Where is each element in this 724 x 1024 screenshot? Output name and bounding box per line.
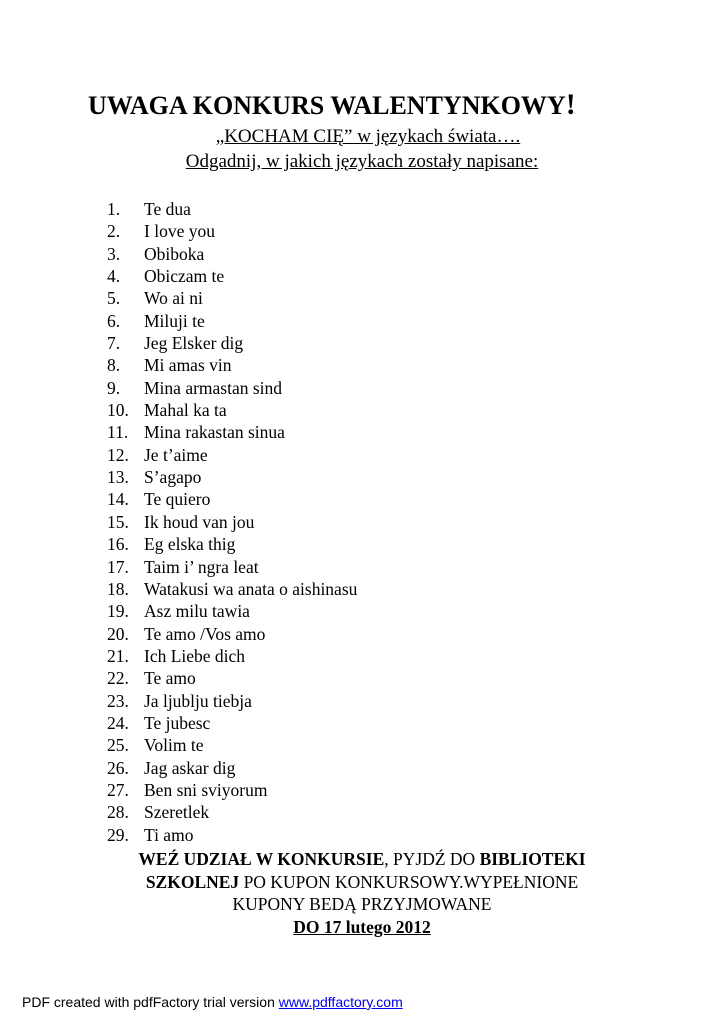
item-text: Je t’aime — [144, 444, 208, 465]
list-item — [107, 511, 357, 533]
item-number: 17. — [107, 556, 129, 577]
list-item — [107, 354, 357, 376]
list-item — [107, 757, 357, 779]
school-text: SZKOLNEJ — [145, 871, 240, 892]
footer-line-1 — [0, 848, 724, 871]
item-number: 14. — [107, 489, 129, 510]
pdf-notice — [22, 994, 403, 1010]
list-item — [107, 287, 357, 309]
item-text: Szeretlek — [144, 802, 210, 823]
item-text: Jeg Elsker dig — [144, 333, 244, 354]
item-number: 20. — [107, 623, 129, 644]
footer-line-2 — [0, 871, 724, 894]
item-text: S’agapo — [144, 467, 202, 488]
item-text: Asz milu tawia — [144, 601, 250, 622]
list-item — [107, 466, 357, 488]
item-number: 22. — [107, 668, 129, 689]
page-title — [88, 88, 648, 122]
pdffactory-link[interactable]: www.pdffactory.com — [278, 994, 403, 1010]
item-text: Ti amo — [144, 824, 194, 845]
item-number: 27. — [107, 779, 129, 800]
list-item — [107, 556, 357, 578]
coupon-text: PO KUPON KONKURSOWY.WYPEŁNIONE — [239, 871, 579, 892]
item-text: Te amo /Vos amo — [144, 623, 266, 644]
item-text: Wo ai ni — [144, 288, 203, 309]
item-number: 15. — [107, 511, 129, 532]
list-item — [107, 578, 357, 600]
item-number: 1. — [107, 199, 121, 219]
list-item — [107, 377, 357, 399]
item-text: Volim te — [144, 735, 204, 756]
item-text: Ik houd van jou — [144, 511, 255, 532]
item-number: 19. — [107, 601, 129, 622]
item-text: Ben sni sviyorum — [144, 779, 268, 800]
item-text: Mina armastan sind — [144, 377, 283, 398]
item-text: Te jubesc — [144, 712, 211, 733]
list-item — [107, 332, 357, 354]
item-text: Obiboka — [144, 243, 205, 264]
subtitle-instructions: Odgadnij, w jakich językach zostały napisane: — [185, 151, 539, 172]
list-item — [107, 623, 357, 645]
item-text: Ich Liebe dich — [144, 645, 246, 666]
item-text: Ja ljublju tiebja — [144, 690, 252, 711]
list-item — [107, 645, 357, 667]
list-item — [107, 824, 357, 846]
take-part-text: WEŹ UDZIAŁ W KONKURSIE — [138, 849, 385, 869]
item-text: Jag askar dig — [144, 757, 236, 778]
list-item — [107, 243, 357, 265]
list-item — [107, 220, 357, 242]
list-item — [107, 265, 357, 287]
item-number: 26. — [107, 757, 129, 778]
item-number: 3. — [107, 243, 121, 264]
item-text: Eg elska thig — [144, 534, 236, 555]
deadline-text: DO 17 lutego 2012 — [293, 916, 431, 937]
pdf-notice-text: PDF created with pdfFactory trial version — [22, 994, 279, 1010]
item-text: Miluji te — [144, 310, 205, 331]
list-item — [107, 533, 357, 555]
go-to-text: , PYJDŹ DO — [384, 849, 480, 869]
item-text: Te dua — [144, 199, 191, 219]
list-item — [107, 488, 357, 510]
list-item — [107, 198, 357, 220]
list-item — [107, 444, 357, 466]
item-text: Taim i’ ngra leat — [144, 556, 259, 577]
item-number: 11. — [107, 422, 129, 443]
title-exclamation: ! — [565, 88, 576, 121]
list-item — [107, 310, 357, 332]
list-item — [107, 600, 357, 622]
item-text: Mina rakastan sinua — [144, 422, 285, 443]
item-text: Mi amas vin — [144, 355, 232, 376]
item-number: 16. — [107, 534, 129, 555]
item-text: Te amo — [144, 668, 196, 689]
item-text: Mahal ka ta — [144, 400, 227, 421]
phrase-list — [107, 198, 357, 846]
item-number: 12. — [107, 444, 129, 465]
item-text: I love you — [144, 221, 215, 242]
item-number: 21. — [107, 645, 129, 666]
item-number: 8. — [107, 355, 121, 376]
item-number: 25. — [107, 735, 129, 756]
item-number: 2. — [107, 221, 121, 242]
item-number: 10. — [107, 400, 129, 421]
list-item — [107, 690, 357, 712]
item-number: 5. — [107, 288, 121, 309]
item-number: 28. — [107, 802, 129, 823]
subtitle-kocham-cie: „KOCHAM CIĘ” w językach świata…. — [215, 126, 521, 147]
item-text: Obiczam te — [144, 266, 225, 287]
list-item — [107, 801, 357, 823]
list-item — [107, 399, 357, 421]
item-number: 29. — [107, 824, 129, 845]
list-item — [107, 734, 357, 756]
item-text: Te quiero — [144, 489, 211, 510]
item-number: 9. — [107, 377, 121, 398]
item-text: Watakusi wa anata o aishinasu — [144, 578, 358, 599]
title-text: UWAGA KONKURS WALENTYNKOWY — [88, 91, 566, 120]
item-number: 13. — [107, 467, 129, 488]
library-text: BIBLIOTEKI — [479, 849, 586, 869]
footer-line-3: KUPONY BEDĄ PRZYJMOWANE — [232, 894, 492, 914]
list-item — [107, 712, 357, 734]
item-number: 18. — [107, 578, 129, 599]
item-number: 7. — [107, 333, 121, 354]
item-number: 4. — [107, 266, 121, 287]
item-number: 23. — [107, 690, 129, 711]
list-item — [107, 421, 357, 443]
list-item — [107, 779, 357, 801]
contest-info — [0, 848, 724, 938]
item-number: 24. — [107, 712, 129, 733]
item-number: 6. — [107, 310, 121, 331]
list-item — [107, 667, 357, 689]
